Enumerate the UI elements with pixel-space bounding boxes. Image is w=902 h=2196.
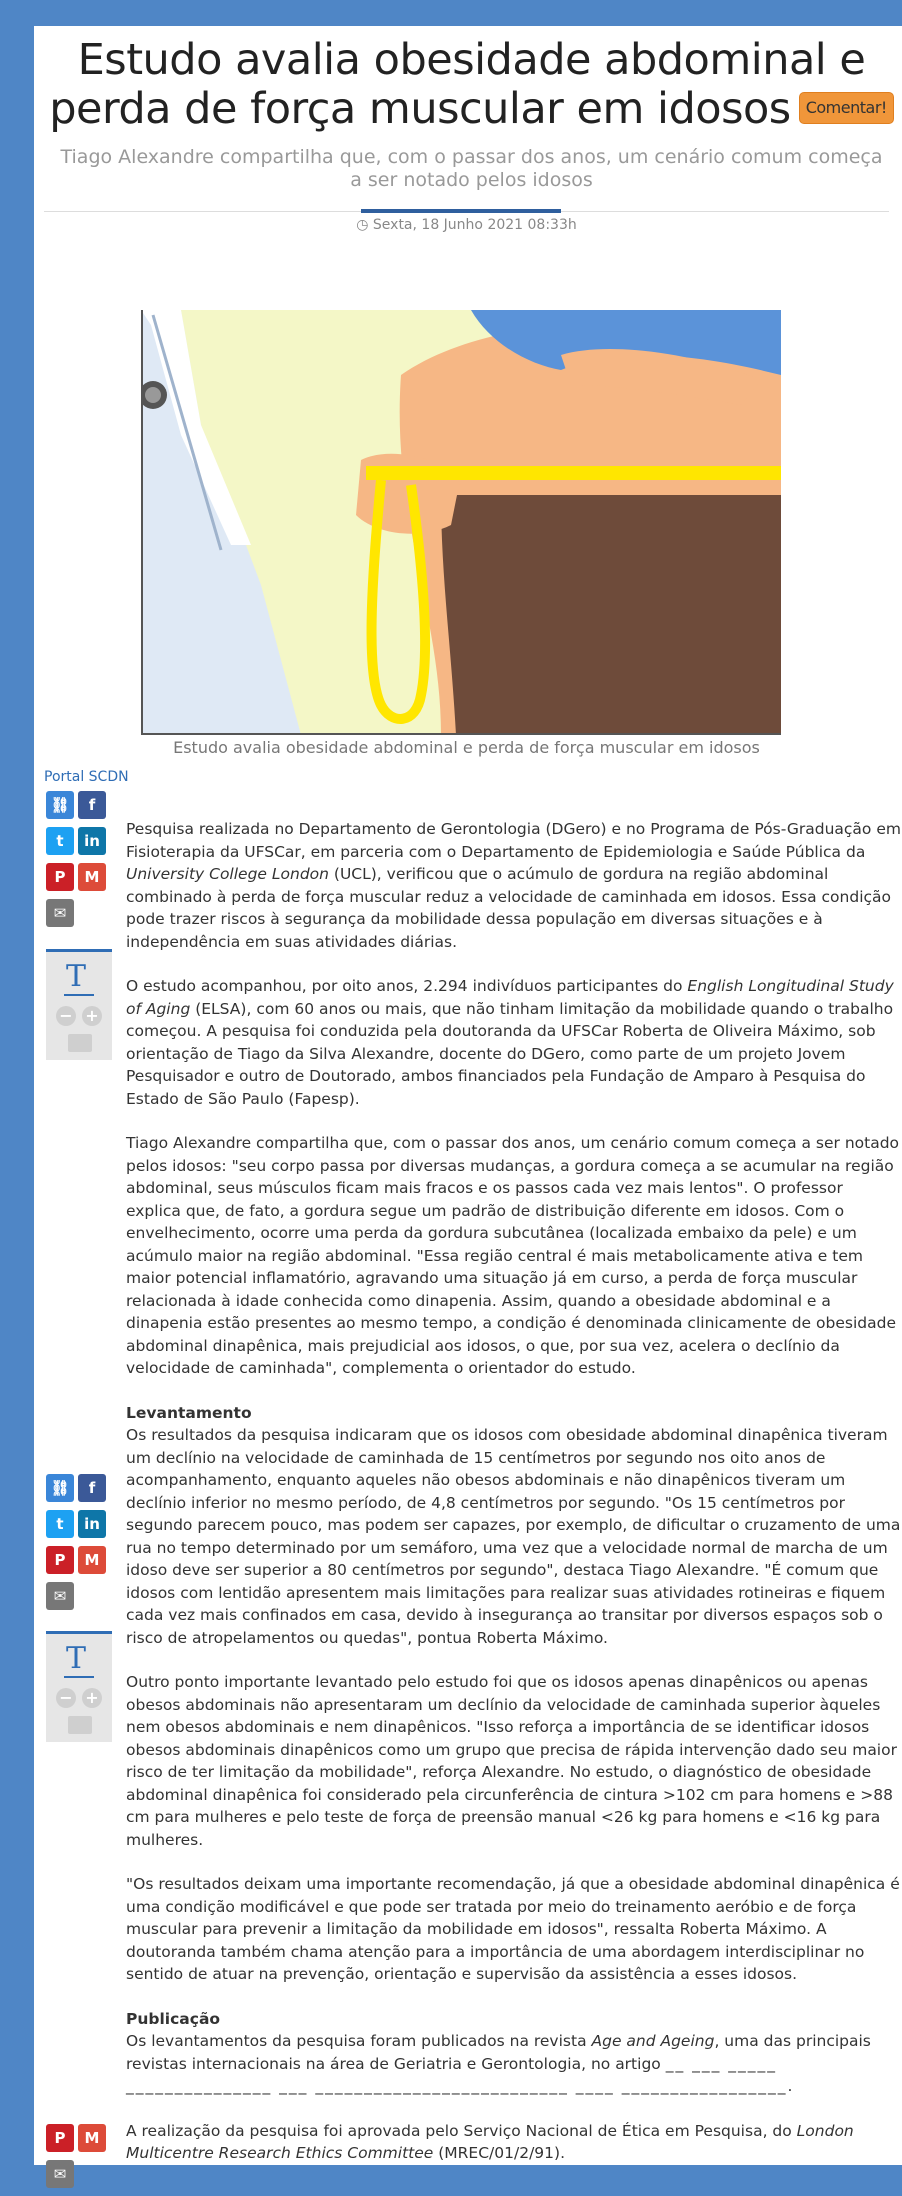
gmail-icon[interactable]: M bbox=[78, 863, 106, 891]
email-icon[interactable]: ✉ bbox=[46, 2160, 74, 2188]
paragraph-8: A realização da pesquisa foi aprovada pelo Serviço Nacional de Ética em Pesquisa, do London Multicentre Research Ethics Committee (MREC/01/2/91). bbox=[126, 2121, 854, 2162]
article-reference[interactable]: __ ___ _____ _______________ ___ __________________________ ____ _________________. bbox=[126, 2054, 795, 2095]
top-bar bbox=[0, 0, 902, 26]
heading-levantamento: Levantamento bbox=[126, 1403, 252, 1422]
decrease-font-button[interactable]: − bbox=[56, 1006, 76, 1026]
pinterest-icon[interactable]: P bbox=[46, 1546, 74, 1574]
print-icon[interactable] bbox=[68, 1034, 92, 1052]
article-image bbox=[141, 285, 781, 735]
link-icon[interactable]: ⛓ bbox=[46, 791, 74, 819]
email-icon[interactable]: ✉ bbox=[46, 899, 74, 927]
paragraph-2: O estudo acompanhou, por oito anos, 2.294 indivíduos participantes do English Longitudinal Study of Aging (ELSA), com 60 anos ou mais, que não tinham limitação da mobilidade quando o trabalho começou. A pesquisa foi conduzida pela doutoranda da UFSCar Roberta de Oliveira Máximo, sob orientação de Tiago da Silva Alexandre, docente do DGero, como parte de um projeto Jovem Pesquisador e outro de Doutorado, ambos financiados pela Fundação de Amparo à Pesquisa do Estado de São Paulo (Fapesp). bbox=[126, 977, 894, 1108]
article-body bbox=[126, 818, 901, 2187]
twitter-icon[interactable]: t bbox=[46, 1510, 74, 1538]
clock-icon: ◷ bbox=[356, 217, 369, 233]
comment-button[interactable]: Comentar! bbox=[799, 92, 894, 124]
pinterest-icon[interactable]: P bbox=[46, 863, 74, 891]
linkedin-icon[interactable]: in bbox=[78, 827, 106, 855]
paragraph-7: Os levantamentos da pesquisa foram publicados na revista Age and Ageing, uma das principais revistas internacionais na área de Geriatria e Gerontologia, no artigo __ ___ _____ _______________ ___ __________________________ ____ _________________. bbox=[126, 2032, 871, 2095]
article-date: ◷ Sexta, 18 Junho 2021 08:33h bbox=[356, 217, 577, 233]
article-subtitle: Tiago Alexandre compartilha que, com o passar dos anos, um cenário comum começa a ser notado pelos idosos bbox=[60, 146, 883, 191]
share-bar-2 bbox=[46, 1474, 118, 1618]
facebook-icon[interactable]: f bbox=[78, 791, 106, 819]
paragraph-3: Tiago Alexandre compartilha que, com o passar dos anos, um cenário comum começa a ser notado pelos idosos: "seu corpo passa por diversas mudanças, a gordura começa a se acumular na região abdominal, seus músculos ficam mais fracos e os passos cada vez mais lentos". O professor explica que, de fato, a gordura segue um padrão de distribuição diferente em idosos. Com o envelhecimento, ocorre uma perda da gordura subcutânea (localizada embaixo da pele) e um acúmulo maior na região abdominal. "Essa região central é mais metabolicamente ativa e tem maior potencial inflamatório, agravando uma situação já em curso, a perda de força muscular relacionada à idade conhecida como dinapenia. Assim, quando a obesidade abdominal e a dinapenia estão presentes ao mesmo tempo, a condição é denominada clinicamente de obesidade abdominal dinapênica, mais prejudicial aos idosos, o que, por sua vez, acelera o declínio da velocidade de caminhada", complementa o orientador do estudo. bbox=[126, 1134, 900, 1377]
source-link[interactable]: Portal SCDN bbox=[44, 769, 129, 785]
twitter-icon[interactable]: t bbox=[46, 827, 74, 855]
link-icon[interactable]: ⛓ bbox=[46, 1474, 74, 1502]
article-title: Estudo avalia obesidade abdominal e perda de força muscular em idosos Comentar! bbox=[44, 36, 899, 134]
text-size-underline bbox=[64, 1676, 94, 1678]
text-size-icon: T bbox=[66, 959, 87, 994]
share-bar-3 bbox=[46, 2124, 118, 2196]
text-tools bbox=[46, 949, 112, 1060]
linkedin-icon[interactable]: in bbox=[78, 1510, 106, 1538]
text-size-underline bbox=[64, 994, 94, 996]
email-icon[interactable]: ✉ bbox=[46, 1582, 74, 1610]
print-icon[interactable] bbox=[68, 1716, 92, 1734]
gmail-icon[interactable]: M bbox=[78, 2124, 106, 2152]
paragraph-5: Outro ponto importante levantado pelo estudo foi que os idosos apenas dinapênicos ou apenas obesos abdominais não apresentaram um declínio da velocidade de caminhada superior àqueles nem obesos abdominais e nem dinapênicos. "Isso reforça a importância de se identificar idosos obesos abdominais dinapênicos como um grupo que precisa de rápida intervenção dado seu maior risco de ter limitação da mobilidade", reforça Alexandre. No estudo, o diagnóstico de obesidade abdominal dinapênica foi considerado pela circunferência de cintura >102 cm para homens e >88 cm para mulheres e pelo teste de força de preensão manual <26 kg para homens e <16 kg para mulheres. bbox=[126, 1673, 897, 1849]
pinterest-icon[interactable]: P bbox=[46, 2124, 74, 2152]
divider-accent bbox=[361, 209, 561, 213]
decrease-font-button[interactable]: − bbox=[56, 1688, 76, 1708]
increase-font-button[interactable]: + bbox=[82, 1006, 102, 1026]
text-tools-2 bbox=[46, 1631, 112, 1742]
paragraph-1: Pesquisa realizada no Departamento de Gerontologia (DGero) e no Programa de Pós-Graduação em Fisioterapia da UFSCar, em parceria com o Departamento de Epidemiologia e Saúde Pública da University College London (UCL), verificou que o acúmulo de gordura na região abdominal combinado à perda de força muscular reduz a velocidade de caminhada em idosos. Essa condição pode trazer riscos à segurança da mobilidade dessa população em diversas situações e à independência em suas atividades diárias. bbox=[126, 820, 901, 951]
paragraph-6: "Os resultados deixam uma importante recomendação, já que a obesidade abdominal dinapênica é uma condição modificável e que pode ser tratada por meio do treinamento aeróbio e de força muscular para prevenir a limitação da mobilidade em idosos", ressalta Roberta Máximo. A doutoranda também chama atenção para a importância de uma abordagem interdisciplinar no sentido de atuar na prevenção, orientação e supervisão da assistência a esses idosos. bbox=[126, 1875, 900, 1983]
heading-publicacao: Publicação bbox=[126, 2009, 221, 2028]
share-bar bbox=[46, 791, 118, 935]
increase-font-button[interactable]: + bbox=[82, 1688, 102, 1708]
gmail-icon[interactable]: M bbox=[78, 1546, 106, 1574]
article-page bbox=[34, 26, 902, 2183]
facebook-icon[interactable]: f bbox=[78, 1474, 106, 1502]
paragraph-4: Os resultados da pesquisa indicaram que os idosos com obesidade abdominal dinapênica tiveram um declínio na velocidade de caminhada de 15 centímetros por segundo nos oito anos de acompanhamento, enquanto aqueles não obesos abdominais e não dinapênicos tiveram um declínio inferior no mesmo período, de 4,8 centímetros por segundo. "Os 15 centímetros por segundo parecem pouco, mas podem ser capazes, por exemplo, de dificultar o cruzamento de uma rua no tempo determinado por um semáforo, uma vez que a velocidade normal de marcha de um idoso deve ser superior a 80 centímetros por segundo", destaca Tiago Alexandre. "É comum que idosos com lentidão apresentem mais limitações para realizar suas atividades rotineiras e fiquem cada vez mais confinados em casa, devido à insegurança ao transitar por diversos espaços sob o risco de atropelamentos ou quedas", pontua Roberta Máximo. bbox=[126, 1426, 901, 1647]
text-size-icon: T bbox=[66, 1641, 87, 1676]
image-caption: Estudo avalia obesidade abdominal e perda de força muscular em idosos bbox=[173, 738, 760, 757]
